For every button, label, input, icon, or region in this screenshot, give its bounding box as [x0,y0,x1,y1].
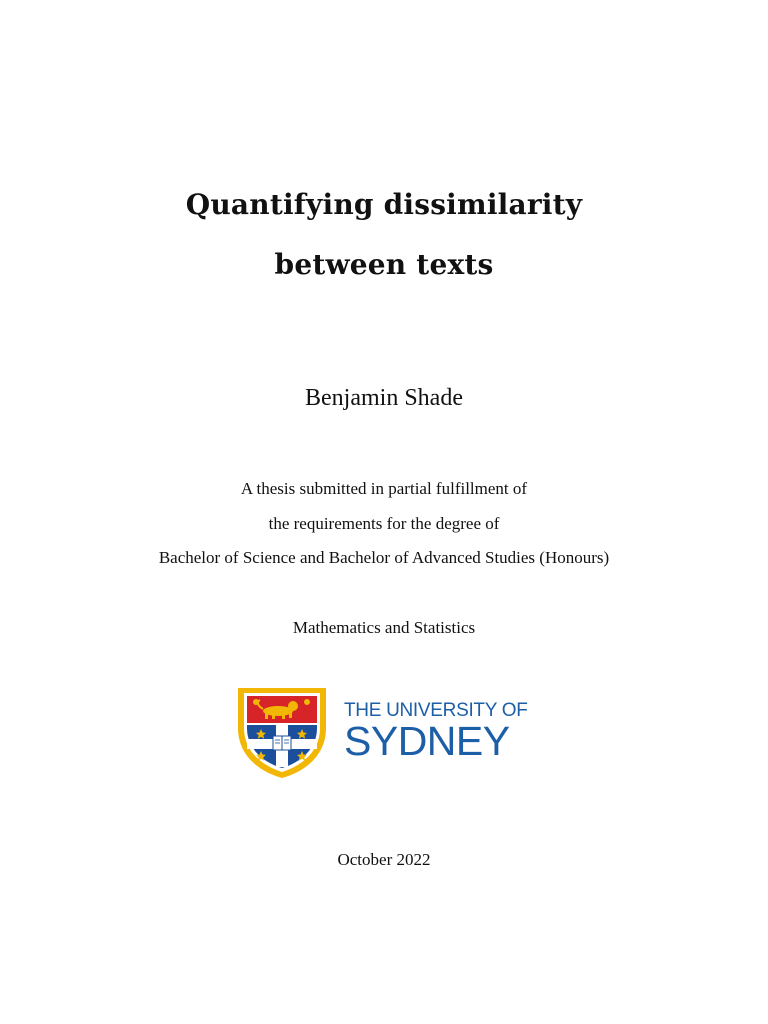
submission-date: October 2022 [337,850,431,869]
university-logo [234,684,534,780]
submission-statement-line-1: A thesis submitted in partial fulfillment of [240,479,528,498]
logo-wordmark-line-1: THE UNIVERSITY OF [344,700,528,721]
degree-name: Bachelor of Science and Bachelor of Advanced Studies (Honours) [158,548,610,567]
thesis-title-line-2: between texts [274,248,494,281]
author-name: Benjamin Shade [305,385,463,411]
submission-statement-line-2: the requirements for the degree of [268,514,500,533]
university-crest-icon [234,684,330,780]
department: Mathematics and Statistics [292,618,476,637]
thesis-title-line-1: Quantifying dissimilarity [185,188,583,221]
logo-wordmark-line-2: SYDNEY [344,718,510,764]
